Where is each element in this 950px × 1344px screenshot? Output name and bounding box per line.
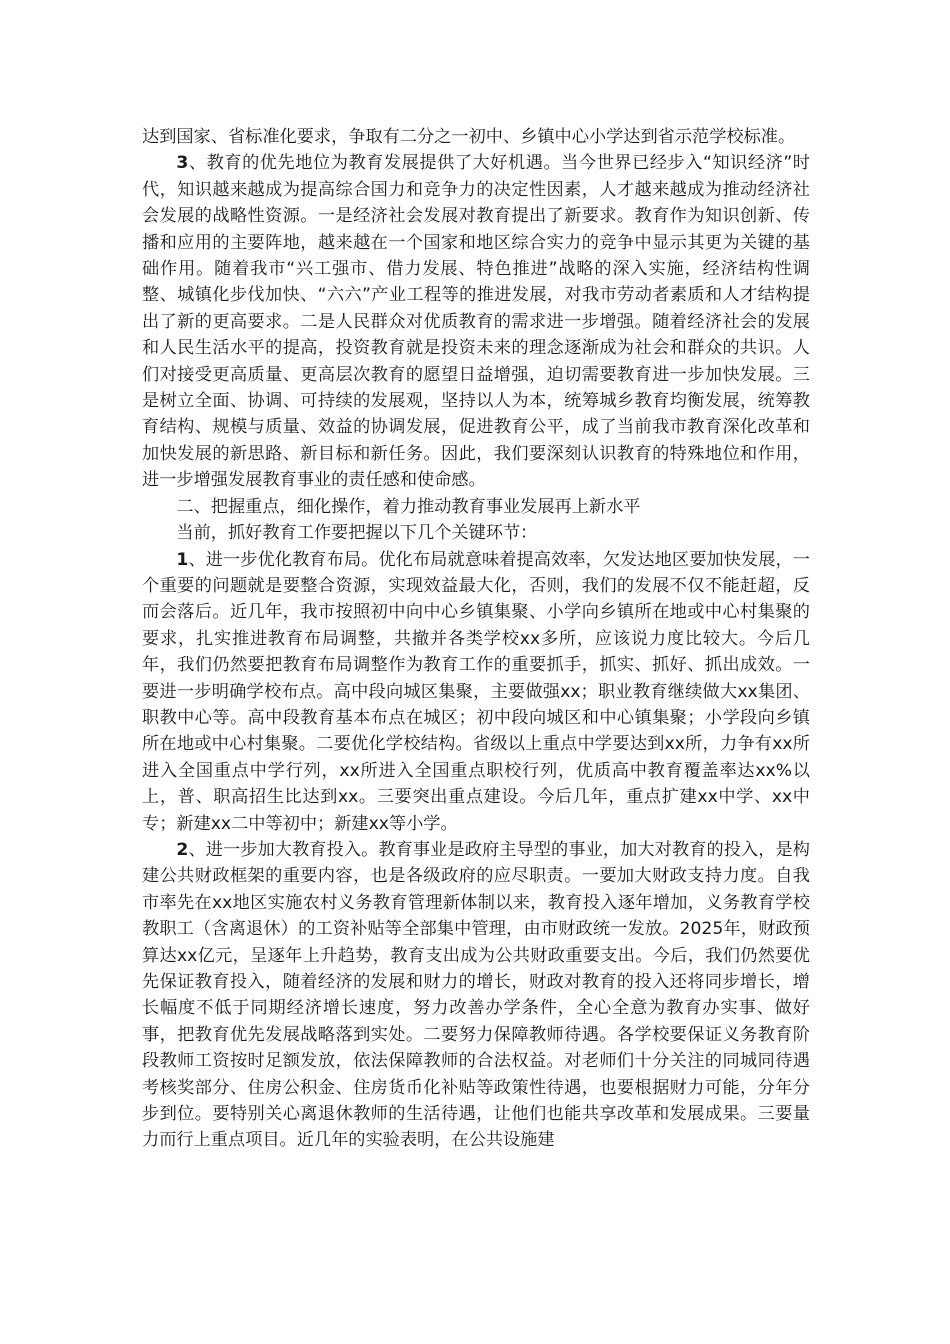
- paragraph-text: 当前，抓好教育工作要把握以下几个关键环节：: [176, 523, 538, 544]
- heading-text: 二、把握重点，细化操作，着力推动教育事业发展再上新水平: [176, 496, 641, 517]
- paragraph-text: 、教育的优先地位为教育发展提供了大好机遇。当今世界已经步入“知识经济”时代，知识越来越成为提高综合国力和竞争力的决定性因素，人才越来越成为推动经济社会发展的战略性资源。一是经济社会发展对教育提出了新要求。教育作为知识创新、传播和应用的主要阵地，越来越在一个国家和地区综合实力的竞争中显示其更为关键的基础作用。随着我市“兴工强市、借力发展、特色推进”战略的深入实施，经济结构性调整、城镇化步伐加快、“六六”产业工程等的推进发展，对我市劳动者素质和人才结构提出了新的更高要求。二是人民群众对优质教育的需求进一步增强。随着经济社会的发展和人民生活水平的提高，投资教育就是投资未来的理念逐渐成为社会和群众的共识。人们对接受更高质量、更高层次教育的愿望日益增强，迫切需要教育进一步加快发展。三是树立全面、协调、可持续的发展观，坚持以人为本，统筹城乡教育均衡发展，统筹教育结构、规模与质量、效益的协调发展，促进教育公平，成了当前我市教育深化改革和加快发展的新思路、新目标和新任务。因此，我们要深刻认识教育的特殊地位和作用，进一步增强发展教育事业的责任感和使命感。: [142, 153, 810, 491]
- section-heading: [142, 494, 810, 520]
- paragraph-continuation: [142, 124, 810, 150]
- paragraph-item-2: [142, 837, 810, 1154]
- item-number: 3: [176, 153, 189, 174]
- paragraph-text: 、进一步优化教育布局。优化布局就意味着提高效率，欠发达地区要加快发展，一个重要的问题就是要整合资源，实现效益最大化，否则，我们的发展不仅不能赶超，反而会落后。近几年，我市按照初中向中心乡镇集聚、小学向乡镇所在地或中心村集聚的要求，扎实推进教育布局调整，共撤并各类学校xx多所，应该说力度比较大。今后几年，我们仍然要把教育布局调整作为教育工作的重要抓手，抓实、抓好、抓出成效。一要进一步明确学校布点。高中段向城区集聚，主要做强xx；职业教育继续做大xx集团、职教中心等。高中段教育基本布点在城区；初中段向城区和中心镇集聚；小学段向乡镇所在地或中心村集聚。二要优化学校结构。省级以上重点中学要达到xx所，力争有xx所进入全国重点中学行列，xx所进入全国重点职校行列，优质高中教育覆盖率达xx%以上，普、职高招生比达到xx。三要突出重点建设。今后几年，重点扩建xx中学、xx中专；新建xx二中等初中；新建xx等小学。: [142, 549, 810, 834]
- paragraph-intro: [142, 520, 810, 546]
- paragraph-text: 、进一步加大教育投入。教育事业是政府主导型的事业，加大对教育的投入，是构建公共财政框架的重要内容，也是各级政府的应尽职责。一要加大财政支持力度。自我市率先在xx地区实施农村义务教育管理新体制以来，教育投入逐年增加，义务教育学校教职工（含离退休）的工资补贴等全部集中管理，由市财政统一发放。2025年，财政预算达xx亿元，呈逐年上升趋势，教育支出成为公共财政重要支出。今后，我们仍然要优先保证教育投入，随着经济的发展和财力的增长，财政对教育的投入还将同步增长，增长幅度不低于同期经济增长速度，努力改善办学条件，全心全意为教育办实事、做好事，把教育优先发展战略落到实处。二要努力保障教师待遇。各学校要保证义务教育阶段教师工资按时足额发放，依法保障教师的合法权益。对老师们十分关注的同城同待遇考核奖部分、住房公积金、住房货币化补贴等政策性待遇，也要根据财力可能，分年分步到位。要特别关心离退休教师的生活待遇，让他们也能共享改革和发展成果。三要量力而行上重点项目。近几年的实验表明，在公共设施建: [142, 839, 810, 1151]
- paragraph-item-3: [142, 150, 810, 493]
- paragraph-item-1: [142, 547, 810, 837]
- item-number: 1: [176, 549, 189, 570]
- document-body: [142, 124, 810, 1154]
- item-number: 2: [176, 839, 189, 860]
- paragraph-text: 达到国家、省标准化要求，争取有二分之一初中、乡镇中心小学达到省示范学校标准。: [142, 127, 796, 147]
